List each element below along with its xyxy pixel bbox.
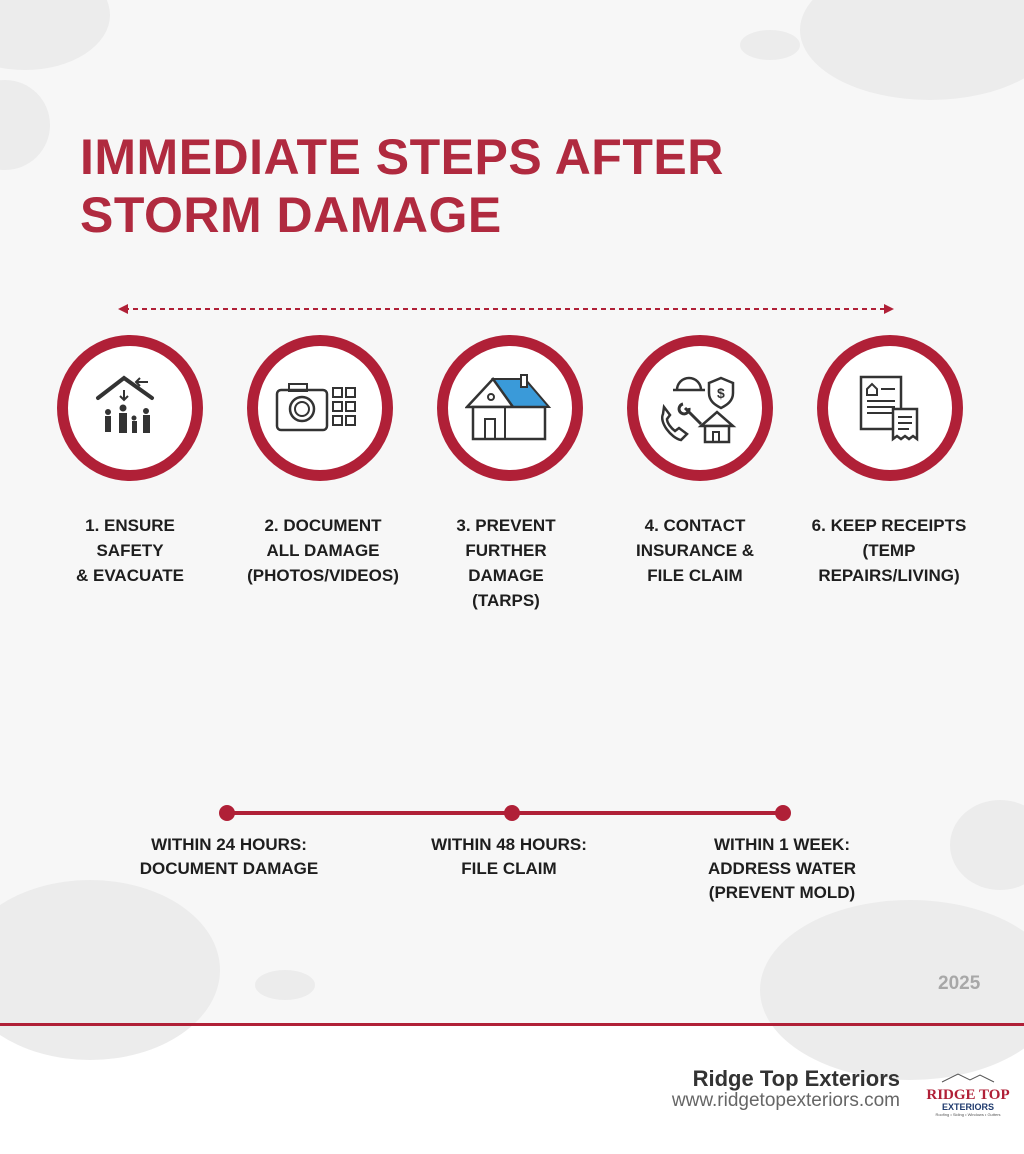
- title-line-1: IMMEDIATE STEPS AFTER: [80, 129, 724, 185]
- insurance-contact-icon: [655, 368, 745, 448]
- timeline-dot: [504, 805, 520, 821]
- step-4-line: 4. CONTACT: [644, 516, 746, 535]
- year-label: 2025: [938, 973, 981, 994]
- step-3-line: DAMAGE: [468, 566, 544, 585]
- roof-logo-icon: [938, 1073, 998, 1083]
- timeline-line-text: WITHIN 1 WEEK:: [714, 835, 850, 854]
- timeline-line-text: WITHIN 24 HOURS:: [151, 835, 307, 854]
- step-2-line: 2. DOCUMENT: [264, 516, 382, 535]
- page-title: [80, 128, 724, 244]
- step-label: [794, 513, 984, 588]
- step-1-line: & EVACUATE: [76, 566, 184, 585]
- step-label: [228, 513, 418, 588]
- step-6-line: REPAIRS/LIVING): [818, 566, 960, 585]
- company-name: Ridge Top Exteriors: [692, 1066, 900, 1091]
- timeline-line-text: DOCUMENT DAMAGE: [139, 859, 319, 878]
- step-label: [35, 513, 225, 588]
- receipts-icon: [855, 373, 925, 443]
- timeline-dot: [775, 805, 791, 821]
- company-url[interactable]: www.ridgetopexteriors.com: [671, 1090, 900, 1111]
- timeline-line-text: FILE CLAIM: [461, 859, 557, 878]
- footer-divider: [0, 1023, 1024, 1026]
- timeline-line-text: (PREVENT MOLD): [708, 883, 856, 902]
- step-3-line: FURTHER: [465, 541, 547, 560]
- step-label: [411, 513, 601, 613]
- step-1-line: 1. ENSURE: [85, 516, 175, 535]
- step-4-icon-circle: [627, 335, 773, 481]
- step-4-line: INSURANCE &: [635, 541, 755, 560]
- logo-line-3: Roofing • Siding • Windows • Gutters: [935, 1112, 1001, 1117]
- logo-line-1: RIDGE TOP: [926, 1087, 1010, 1103]
- step-2-line: ALL DAMAGE: [266, 541, 380, 560]
- step-4-line: FILE CLAIM: [647, 566, 743, 585]
- title-line-2: STORM DAMAGE: [80, 187, 502, 243]
- family-shelter-icon: [90, 368, 170, 448]
- step-3-line: (TARPS): [472, 591, 540, 610]
- step-3-line: 3. PREVENT: [456, 516, 556, 535]
- step-6-line: 6. KEEP RECEIPTS: [811, 516, 967, 535]
- timeline-line-text: ADDRESS WATER: [708, 859, 856, 878]
- step-1-icon-circle: [57, 335, 203, 481]
- house-tarp-icon: [465, 373, 555, 443]
- step-6-line: (TEMP: [862, 541, 916, 560]
- step-2-line: (PHOTOS/VIDEOS): [247, 566, 399, 585]
- dashed-arrow: [110, 300, 910, 320]
- step-3-icon-circle: [437, 335, 583, 481]
- step-6-icon-circle: [817, 335, 963, 481]
- step-label: [600, 513, 790, 588]
- timeline-label: [389, 833, 629, 881]
- company-logo: [926, 1070, 1010, 1117]
- step-2-icon-circle: [247, 335, 393, 481]
- timeline-dot: [219, 805, 235, 821]
- timeline-label: [662, 833, 902, 905]
- camera-icon: [275, 378, 365, 438]
- timeline-line-text: WITHIN 48 HOURS:: [431, 835, 587, 854]
- timeline-label: [109, 833, 349, 881]
- logo-line-2: EXTERIORS: [941, 1102, 994, 1112]
- svg-text:$: $: [717, 385, 725, 401]
- step-1-line: SAFETY: [96, 541, 164, 560]
